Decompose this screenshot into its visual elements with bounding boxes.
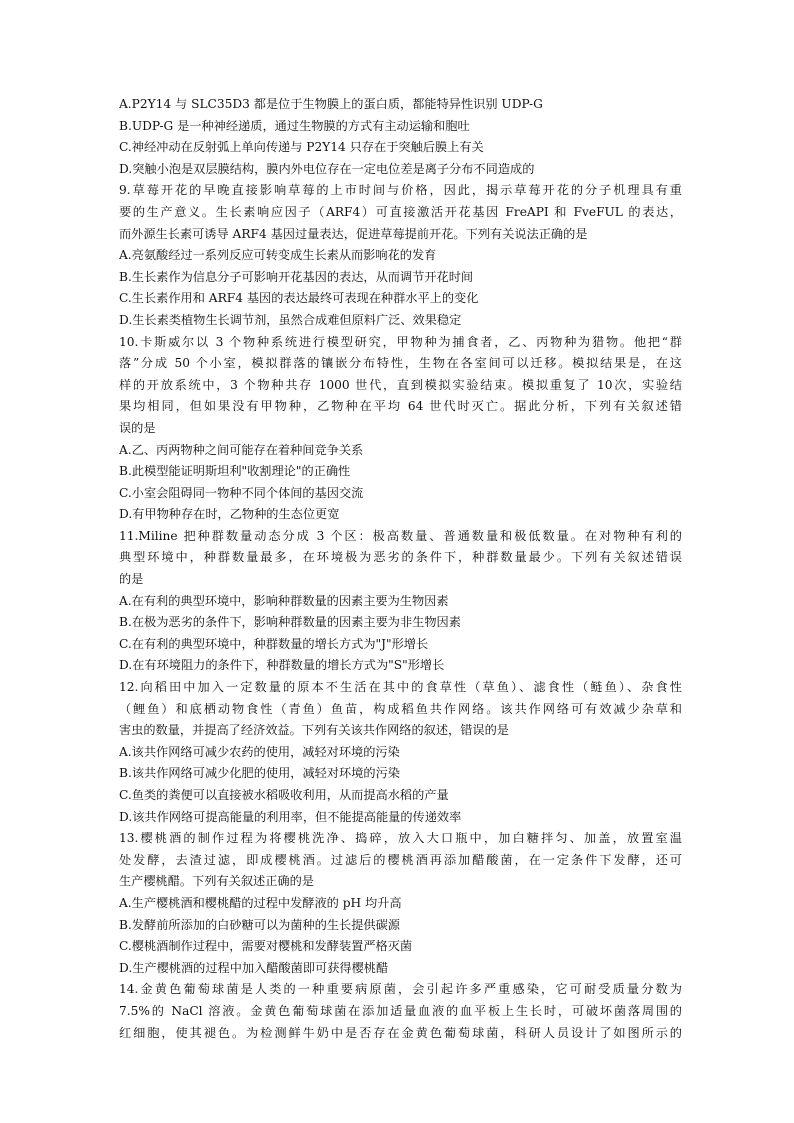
question-8-options bbox=[119, 94, 682, 180]
q13-option-d: D.生产樱桃酒的过程中加入醋酸菌即可获得樱桃醋 bbox=[119, 960, 389, 975]
q9-option-b: B.生长素作为信息分子可影响开花基因的表达，从而调节开花时间 bbox=[119, 269, 474, 284]
q13-stem-line: 处发酵，去渣过滤，即成樱桃酒。过滤后的樱桃酒再添加醋酸菌，在一定条件下发酵，还可 bbox=[119, 852, 682, 867]
q11-stem-line: 的是 bbox=[119, 572, 144, 587]
q10-stem-line: 样的开放系统中，3 个物种共存 1000 世代，直到模拟实验结束。模拟重复了 10次，实验结 bbox=[119, 377, 682, 392]
question-12 bbox=[119, 677, 682, 828]
question-13 bbox=[119, 828, 682, 979]
q9-option-c: C.生长素作用和 ARF4 基因的表达最终可表现在种群水平上的变化 bbox=[119, 291, 479, 306]
q11-option-a: A.在有利的典型环境中，影响种群数量的因素主要为生物因素 bbox=[119, 593, 449, 608]
q11-option-c: C.在有利的典型环境中，种群数量的增长方式为"J"形增长 bbox=[119, 636, 429, 651]
q9-option-d: D.生长素类植物生长调节剂，虽然合成难但原料广泛、效果稳定 bbox=[119, 312, 462, 327]
question-10 bbox=[119, 332, 682, 526]
q8-option-b: B.UDP-G 是一种神经递质，通过生物膜的方式有主动运输和胞吐 bbox=[119, 118, 470, 133]
q11-stem-line: 典型环境中，种群数量最多，在环境极为恶劣的条件下，种群数量最少。下列有关叙述错误 bbox=[119, 550, 682, 565]
q8-option-a: A.P2Y14 与 SLC35D3 都是位于生物膜上的蛋白质，都能特异性识别 UDP-G bbox=[119, 97, 543, 111]
question-9 bbox=[119, 180, 682, 331]
q12-option-a: A.该共作网络可减少农药的使用，减轻对环境的污染 bbox=[119, 744, 400, 759]
q9-option-a: A.亮氨酸经过一系列反应可转变成生长素从而影响花的发育 bbox=[119, 248, 437, 263]
q14-stem-line: 红细胞，使其褪色。为检测鲜牛奶中是否存在金黄色葡萄球菌，科研人员设计了如图所示的 bbox=[119, 1025, 682, 1040]
q13-option-a: A.生产樱桃酒和樱桃醋的过程中发酵液的 pH 均升高 bbox=[119, 895, 402, 910]
q14-stem-line: 14.金黄色葡萄球菌是人类的一种重要病原菌，会引起许多严重感染，它可耐受质量分数为 bbox=[119, 982, 682, 997]
q9-stem-line: 而外源生长素可诱导 ARF4 基因过量表达，促进草莓提前开花。下列有关说法正确的是 bbox=[119, 226, 588, 241]
q10-stem-line: 落”分成 50 个小室，模拟群落的镶嵌分布特性，生物在各室间可以迁移。模拟结果是，在这 bbox=[119, 356, 682, 371]
q13-stem-line: 13.樱桃酒的制作过程为将樱桃洗净、捣碎，放入大口瓶中，加白糖拌匀、加盖，放置室温 bbox=[119, 831, 682, 846]
q10-stem-line: 果均相同，但如果没有甲物种，乙物种在平均 64 世代时灭亡。据此分析，下列有关叙述错 bbox=[119, 399, 682, 414]
question-11 bbox=[119, 526, 682, 677]
q11-stem-line: 11.Miline 把种群数量动态分成 3 个区：极高数量、普通数量和极低数量。在对物种有利的 bbox=[119, 528, 682, 543]
q11-option-d: D.在有环境阻力的条件下，种群数量的增长方式为"S"形增长 bbox=[119, 658, 445, 673]
q12-option-d: D.该共作网络可提高能量的利用率，但不能提高能量的传递效率 bbox=[119, 809, 462, 824]
q10-stem-line: 10.卡斯威尔以 3 个物种系统进行模型研究，甲物种为捕食者，乙、丙物种为猎物。他把“群 bbox=[119, 334, 682, 349]
q8-option-d: D.突触小泡是双层膜结构，膜内外电位存在一定电位差是离子分布不同造成的 bbox=[119, 161, 535, 176]
q12-option-c: C.鱼类的粪便可以直接被水稻吸收利用，从而提高水稻的产量 bbox=[119, 788, 449, 802]
q10-stem-line: 误的是 bbox=[119, 420, 156, 435]
q11-option-b: B.在极为恶劣的条件下，影响种群数量的因素主要为非生物因素 bbox=[119, 615, 461, 630]
q10-option-b: B.此模型能证明斯坦利"收割理论"的正确性 bbox=[119, 464, 351, 479]
q12-option-b: B.该共作网络可减少化肥的使用，减轻对环境的污染 bbox=[119, 766, 400, 781]
q9-stem-line: 9.草莓开花的早晚直接影响草莓的上市时间与价格，因此，揭示草莓开花的分子机理具有重 bbox=[119, 183, 682, 198]
q8-option-c: C.神经冲动在反射弧上单向传递与 P2Y14 只存在于突触后膜上有关 bbox=[119, 140, 484, 155]
q13-stem-line: 生产樱桃醋。下列有关叙述正确的是 bbox=[119, 874, 314, 889]
q13-option-b: B.发酵前所添加的白砂糖可以为菌种的生长提供碳源 bbox=[119, 917, 400, 932]
question-14 bbox=[119, 979, 682, 1044]
q10-option-c: C.小室会阻碍同一物种不同个体间的基因交流 bbox=[119, 485, 364, 500]
q10-option-a: A.乙、丙两物种之间可能存在着种间竞争关系 bbox=[119, 442, 364, 457]
q12-stem-line: （鲤鱼）和底栖动物食性（青鱼）鱼苗，构成稻鱼共作网络。该共作网络可有效减少杂草和 bbox=[119, 701, 682, 716]
q13-option-c: C.樱桃酒制作过程中，需要对樱桃和发酵装置严格灭菌 bbox=[119, 939, 413, 954]
q10-option-d: D.有甲物种存在时，乙物种的生态位更宽 bbox=[119, 507, 340, 522]
q12-stem-line: 害虫的数量，并提高了经济效益。下列有关该共作网络的叙述，错误的是 bbox=[119, 723, 509, 738]
q9-stem-line: 要的生产意义。生长素响应因子（ARF4）可直接激活开花基因 FreAPI 和 FveFUL 的表达， bbox=[119, 204, 682, 219]
q12-stem-line: 12.向稻田中加入一定数量的原本不生活在其中的食草性（草鱼）、滤食性（鲢鱼）、杂食性 bbox=[119, 680, 682, 695]
q14-stem-line: 7.5%的 NaCl 溶液。金黄色葡萄球菌在添加适量血液的血平板上生长时，可破坏菌落周围的 bbox=[119, 1003, 682, 1018]
